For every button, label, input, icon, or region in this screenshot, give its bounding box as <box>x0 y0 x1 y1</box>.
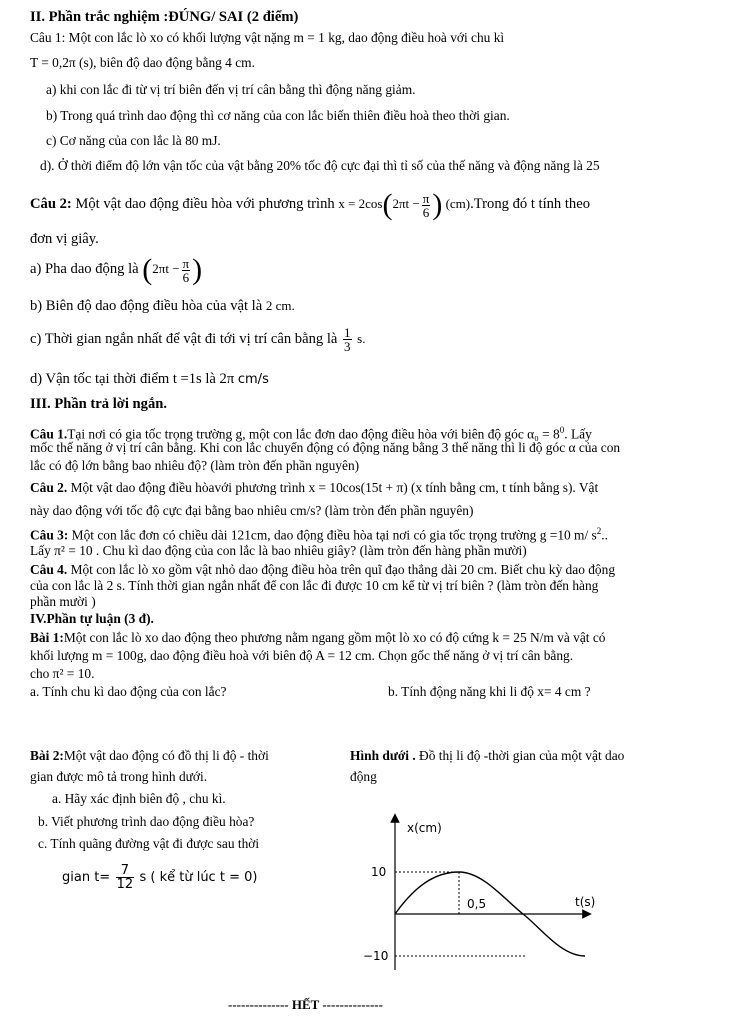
y-axis-label: x(cm) <box>407 821 442 835</box>
sa-q1-line-1: Câu 1.Tại nơi có gia tốc trọng trường g, một con lắc đơn dao động điều hòa với biên độ góc $\alpha_0 = 8^0$. Lấy <box>30 425 592 442</box>
q2-equation: x = 2cos(2πt − $\frac{\pi}{6}$ ) (cm) <box>338 188 471 222</box>
sa-q1-line-3: lắc có độ lớn bằng bao nhiêu độ? (làm tròn đến phần nguyên) <box>30 458 360 473</box>
sa-q4-line-2: của con lắc là 2 s. Tính thời gian ngắn nhất để con lắc đi được 10 cm kể từ vị trí biên ? (làm tròn đến hàng <box>30 578 599 593</box>
q2-text-after: .Trong đó t tính theo <box>470 196 590 212</box>
q1-option-d: d). Ở thời điểm độ lớn vận tốc của vật bằng 20% tốc độ cực đại thì tỉ số của thế năng và động năng là 25 <box>40 158 600 173</box>
q2-option-c: c) Thời gian ngắn nhất để vật đi tới vị trí cân bằng là $\frac{1}{3}$ s. <box>30 325 366 355</box>
q1-option-b: b) Trong quá trình dao động thì cơ năng của con lắc biến thiên điều hoà theo thời gian. <box>46 108 510 123</box>
sa-q2-line-2: này dao động với tốc độ cực đại bằng bao nhiêu cm/s? (làm tròn đến phần nguyên) <box>30 503 474 518</box>
q2-label: Câu 2: <box>30 196 72 212</box>
sa-q3-line-1: Câu 3: Một con lắc đơn có chiều dài 121cm, dao động điều hòa tại nơi có gia tốc trọng trường g =10 m/ $s^2$.. <box>30 526 608 543</box>
section-4-heading: IV.Phần tự luận (3 đ). <box>30 611 154 626</box>
q1-line-1: Câu 1: Một con lắc lò xo có khối lượng vật nặng m = 1 kg, dao động điều hoà với chu kì <box>30 30 505 45</box>
q2-text: Một vật dao động điều hòa với phương trình <box>71 196 339 212</box>
essay-2-part-b: b. Viết phương trình dao động điều hòa? <box>38 814 255 829</box>
x-axis-label: t(s) <box>575 895 595 909</box>
essay-1-line-1: Bài 1:Một con lắc lò xo dao động theo phương nằm ngang gồm một lò xo có độ cứng k = 25 N/m và vật có <box>30 630 606 645</box>
essay-2-part-a: a. Hãy xác định biên độ , chu kì. <box>52 791 226 806</box>
sa-q1-line-2: mốc thế năng ở vị trí cân bằng. Khi con lắc chuyển động có động năng bằng 3 thế năng thì li độ góc α của con <box>30 440 621 455</box>
q1-line-2: T = 0,2π (s), biên độ dao động bằng 4 cm. <box>30 55 255 70</box>
essay-2-part-c: c. Tính quãng đường vật đi được sau thời <box>38 836 260 851</box>
essay-1-part-a: a. Tính chu kì dao động của con lắc? <box>30 684 227 699</box>
sa-q4-line-1: Câu 4. Một con lắc lò xo gồm vật nhỏ dao động điều hòa trên quĩ đạo thẳng dài 20 cm. Biết chu kỳ dao động <box>30 562 616 577</box>
essay-1-line-3: cho π² = 10. <box>30 666 95 681</box>
figure-caption: Hình dưới . Đồ thị li độ -thời gian của một vật dao <box>350 748 625 763</box>
essay-1-part-b: b. Tính động năng khi li độ x= 4 cm ? <box>388 684 591 699</box>
essay-1-line-2: khối lượng m = 100g, dao động điều hoà với biên độ A = 12 cm. Chọn gốc thế năng ở vị trí cân bằng. <box>30 648 574 663</box>
q1-option-c: c) Cơ năng của con lắc là 80 mJ. <box>46 133 221 148</box>
q2-option-b: b) Biên độ dao động điều hòa của vật là 2 cm. <box>30 298 295 314</box>
displacement-time-graph <box>355 810 595 980</box>
figure-caption-line-2: động <box>350 769 377 784</box>
section-2-heading: II. Phần trắc nghiệm :ĐÚNG/ SAI (2 điểm) <box>30 9 299 25</box>
q2-option-a: a) Pha dao động là (2πt − $\frac{\pi}{6}$ ) <box>30 253 203 287</box>
x-tick: 0,5 <box>467 897 487 911</box>
sa-q2-line-1: Câu 2. Một vật dao động điều hòavới phương trình x = 10cos(15t + π) (x tính bằng cm, t tính bằng s). Vật <box>30 480 599 495</box>
q2-line-2: đơn vị giây. <box>30 231 99 247</box>
q1-option-a: a) khi con lắc đi từ vị trí biên đến vị trí cân bằng thì động năng giảm. <box>46 82 416 97</box>
essay-2-line-1: Bài 2:Một vật dao động có đồ thị li độ - thời <box>30 748 269 763</box>
essay-2-line-2: gian được mô tả trong hình dưới. <box>30 769 208 784</box>
y-tick-top: 10 <box>371 865 387 879</box>
sa-q3-line-2: Lấy π² = 10 . Chu kì dao động của con lắc là bao nhiêu giây? (làm tròn đến hàng phần mười) <box>30 543 527 558</box>
q2-line-1 <box>30 187 590 221</box>
section-3-heading: III. Phần trả lời ngắn. <box>30 396 168 412</box>
y-tick-bottom: −10 <box>363 949 389 963</box>
sa-q4-line-3: phần mười ) <box>30 594 96 609</box>
essay-2-time: gian t= $\frac{7}{12}$ s ( kể từ lúc t = 0) <box>62 863 258 893</box>
end-marker: -------------- HẾT -------------- <box>228 997 383 1012</box>
q2-option-d: d) Vận tốc tại thời điểm t =1s là 2π cm/s <box>30 371 269 387</box>
